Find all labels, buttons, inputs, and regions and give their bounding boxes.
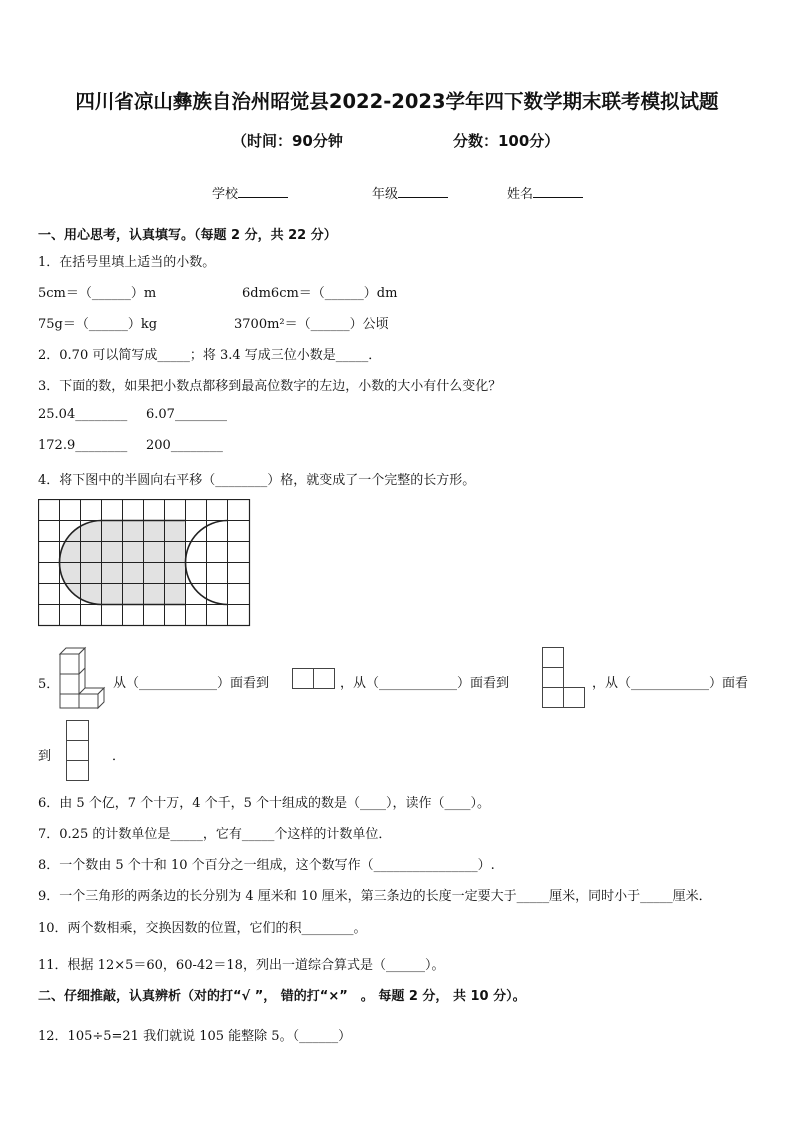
q5-part1[interactable]: 从（____________）面看到 <box>113 676 270 691</box>
exam-score: 分数：100分） <box>453 132 560 150</box>
q5-part2[interactable]: ，从（____________）面看到 <box>340 676 510 691</box>
school-label: 学校 <box>212 187 239 202</box>
q5-part4: 到 <box>38 749 52 764</box>
q3-a[interactable]: 25.04________ <box>38 407 128 422</box>
q4-text[interactable]: 4．将下图中的半圆向右平移（________）格，就变成了一个完整的长方形。 <box>38 473 476 488</box>
q3-stem: 3．下面的数，如果把小数点都移到最高位数字的左边，小数的大小有什么变化？ <box>38 379 502 394</box>
q3-b[interactable]: 6.07________ <box>146 407 227 422</box>
exam-time: （时间：90分钟 <box>232 132 343 150</box>
school-field <box>212 183 288 202</box>
grade-field <box>372 183 448 202</box>
section-2-heading: 二、仔细推敲，认真辨析（对的打“√ ”， 错的打“×” 。 每题 2 分， 共 10 分）。 <box>38 989 526 1004</box>
q3-c[interactable]: 172.9________ <box>38 438 128 453</box>
q5-end: ． <box>112 749 126 764</box>
school-blank[interactable] <box>238 185 288 198</box>
name-field <box>507 183 583 202</box>
q11-text[interactable]: 11．根据 12×5＝60，60-42＝18，列出一道综合算式是（______）。 <box>38 958 445 973</box>
grade-label: 年级 <box>372 187 399 202</box>
q1-stem: 1．在括号里填上适当的小数。 <box>38 255 216 270</box>
q5-part3[interactable]: ，从（____________）面看 <box>592 676 749 691</box>
name-blank[interactable] <box>533 185 583 198</box>
cube-3d-figure <box>58 646 106 710</box>
name-label: 姓名 <box>507 187 534 202</box>
q6-text[interactable]: 6．由 5 个亿，7 个十万，4 个千，5 个十组成的数是（____），读作（____）。 <box>38 796 491 811</box>
q10-text[interactable]: 10．两个数相乘，交换因数的位置，它们的积________。 <box>38 921 367 936</box>
q5-num: 5． <box>38 677 60 692</box>
view-two-horizontal <box>292 668 336 690</box>
view-vertical-column <box>66 720 90 783</box>
q2-text[interactable]: 2．0.70 可以简写成_____；将 3.4 写成三位小数是_____． <box>38 348 382 363</box>
q9-text[interactable]: 9．一个三角形的两条边的长分别为 4 厘米和 10 厘米，第三条边的长度一定要大于_____厘米，同时小于_____厘米． <box>38 889 712 904</box>
q7-text[interactable]: 7．0.25 的计数单位是_____，它有_____个这样的计数单位． <box>38 827 392 842</box>
section-1-heading: 一、用心思考，认真填写。（每题 2 分，共 22 分） <box>38 228 337 243</box>
grid-figure <box>38 499 252 629</box>
q1-b[interactable]: 6dm6cm＝（______）dm <box>242 286 398 301</box>
q8-text[interactable]: 8．一个数由 5 个十和 10 个百分之一组成，这个数写作（________________）. <box>38 858 495 873</box>
view-l-shape <box>542 647 586 710</box>
q1-c[interactable]: 75g＝（______）kg <box>38 317 158 332</box>
q1-a[interactable]: 5cm＝（______）m <box>38 286 157 301</box>
grade-blank[interactable] <box>398 185 448 198</box>
page-title: 四川省凉山彝族自治州昭觉县2022-2023学年四下数学期末联考模拟试题 <box>75 90 719 113</box>
q12-text[interactable]: 12．105÷5=21 我们就说 105 能整除 5。（______） <box>38 1029 352 1044</box>
q3-d[interactable]: 200________ <box>146 438 223 453</box>
q1-d[interactable]: 3700m²＝（______）公顷 <box>234 317 389 332</box>
